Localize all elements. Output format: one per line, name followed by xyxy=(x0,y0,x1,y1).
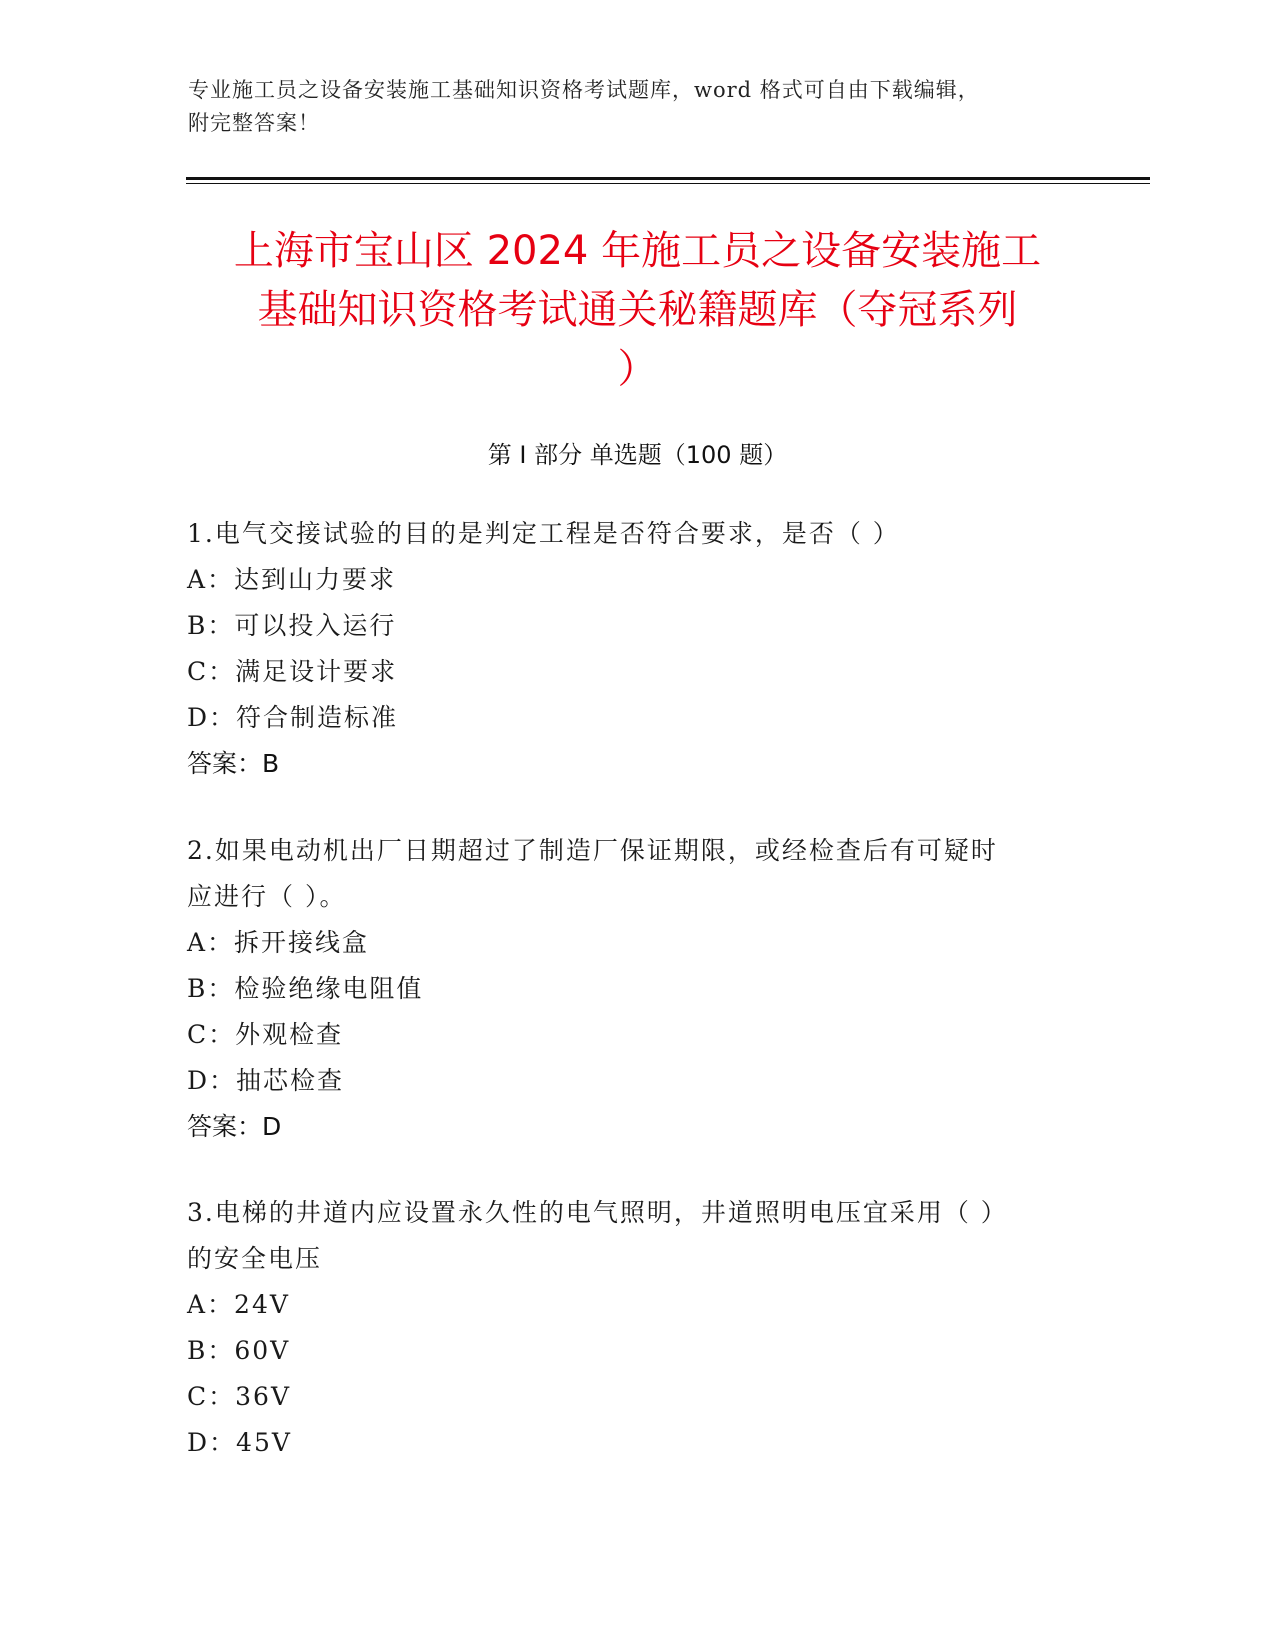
question-3 xyxy=(187,1190,1067,1466)
question-stem: 3.电梯的井道内应设置永久性的电气照明，井道照明电压宜采用（ ） xyxy=(187,1198,1008,1227)
document-title-line: ） xyxy=(617,346,658,392)
answer-line: 答案：B xyxy=(187,749,280,778)
header-divider-thick xyxy=(186,177,1150,180)
section-heading: 第 I 部分 单选题（100 题） xyxy=(487,441,788,469)
header-divider-thin xyxy=(186,183,1150,184)
question-1 xyxy=(187,511,1067,787)
question-stem: 的安全电压 xyxy=(187,1244,323,1273)
option-b: B：60V xyxy=(187,1336,291,1365)
document-title-line: 上海市宝山区 2024 年施工员之设备安装施工 xyxy=(233,228,1042,274)
option-b: B：可以投入运行 xyxy=(187,611,397,640)
option-c: C：外观检查 xyxy=(187,1020,344,1049)
question-2 xyxy=(187,828,1067,1150)
answer-line: 答案：D xyxy=(187,1112,282,1141)
document-title xyxy=(180,222,1095,399)
option-d: D：45V xyxy=(187,1428,292,1457)
document-title-line: 基础知识资格考试通关秘籍题库（夺冠系列 xyxy=(257,287,1018,333)
option-d: D：抽芯检查 xyxy=(187,1066,345,1095)
option-b: B：检验绝缘电阻值 xyxy=(187,974,424,1003)
option-d: D：符合制造标准 xyxy=(187,703,399,732)
option-c: C：36V xyxy=(187,1382,291,1411)
question-stem: 2.如果电动机出厂日期超过了制造厂保证期限，或经检查后有可疑时 xyxy=(187,836,998,865)
option-a: A：达到山力要求 xyxy=(187,565,397,594)
option-c: C：满足设计要求 xyxy=(187,657,398,686)
header-note xyxy=(188,74,1088,140)
option-a: A：24V xyxy=(187,1290,290,1319)
question-stem: 应进行（ ）。 xyxy=(187,882,347,911)
header-note-line: 专业施工员之设备安装施工基础知识资格考试题库，word 格式可自由下载编辑， xyxy=(188,78,980,102)
option-a: A：拆开接线盒 xyxy=(187,928,370,957)
header-note-line: 附完整答案！ xyxy=(188,111,320,135)
question-stem: 1.电气交接试验的目的是判定工程是否符合要求，是否（ ） xyxy=(187,519,900,548)
